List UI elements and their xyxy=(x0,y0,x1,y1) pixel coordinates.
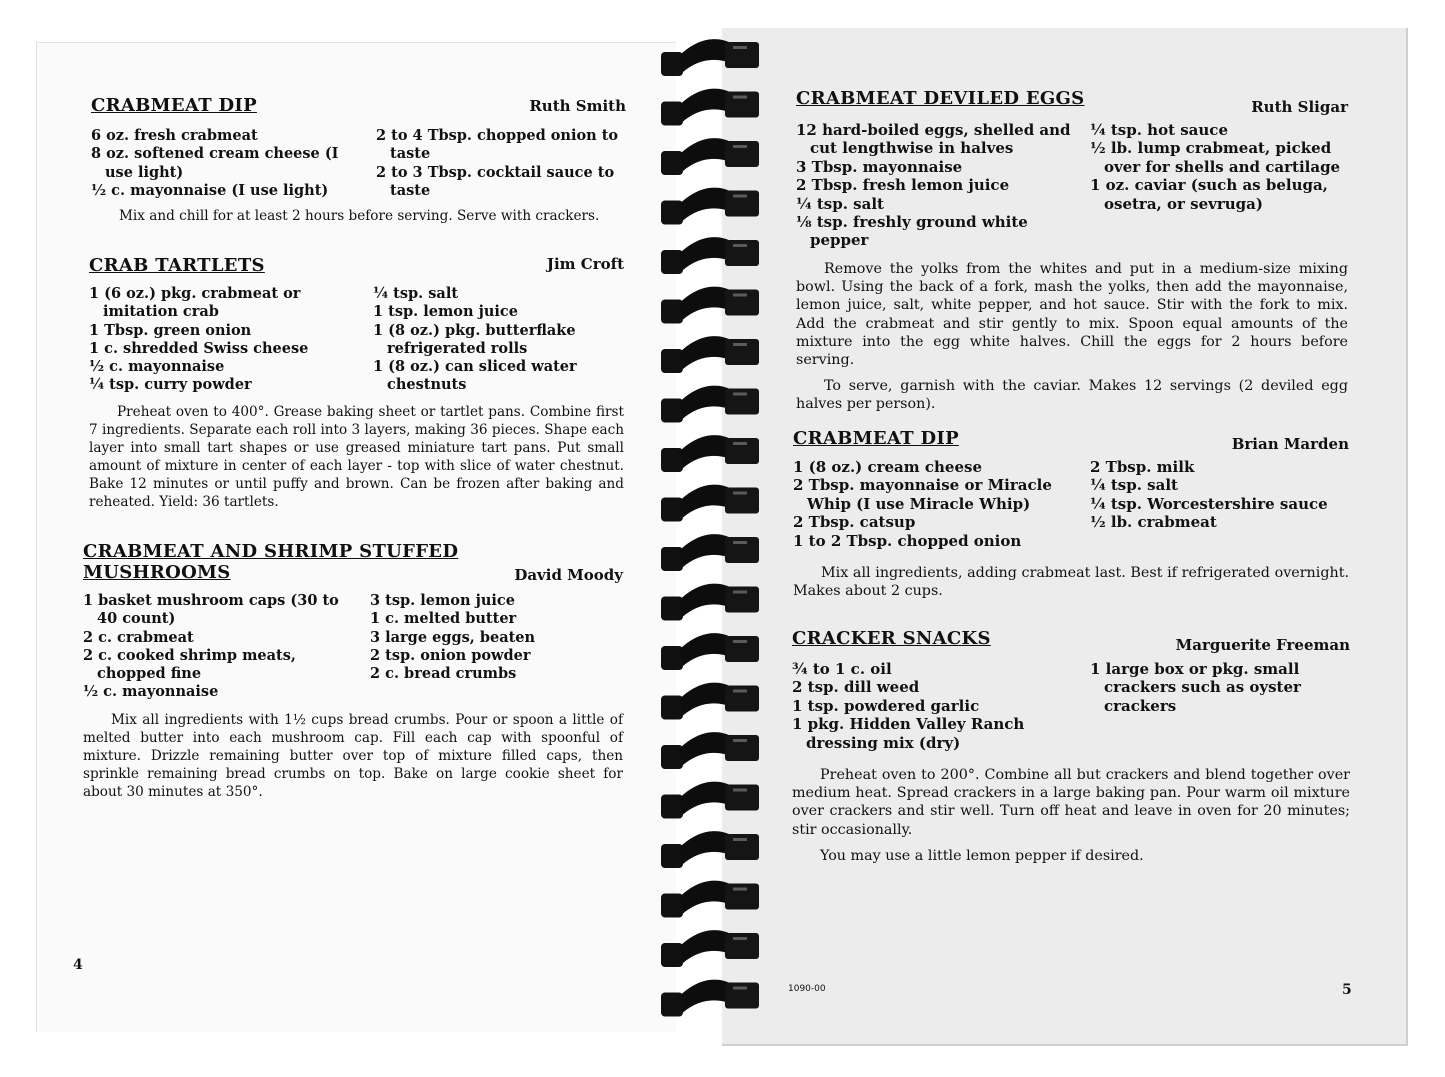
spiral-binding xyxy=(655,30,765,1040)
coil-highlight xyxy=(733,393,747,396)
instructions xyxy=(91,207,626,233)
coil-wire xyxy=(679,138,733,171)
ingredient: ¼ tsp. salt xyxy=(796,194,884,213)
ingredient: 2 tsp. dill weed xyxy=(792,678,920,697)
ingredient: ¼ tsp. salt xyxy=(1090,476,1178,495)
binding-coil xyxy=(661,138,759,175)
instructions xyxy=(796,260,1348,422)
instruction-paragraph: Preheat oven to 200°. Combine all but crackers and blend together over medium heat. Spread crackers in a large baking pan. Pour warm oil mixture over crackers and stir well. Turn off heat and leave in oven for 20 minutes; stir occasionally. xyxy=(792,767,1350,838)
coil-wire xyxy=(679,435,733,468)
coil-wire xyxy=(679,930,733,963)
coil-highlight xyxy=(733,789,747,792)
ingredients-left xyxy=(796,121,1076,250)
coil-wire xyxy=(679,188,733,221)
ingredient: 1 c. shredded Swiss cheese xyxy=(89,339,309,357)
binding-coil xyxy=(661,633,759,670)
coil-highlight xyxy=(733,937,747,940)
instruction-paragraph: Remove the yolks from the whites and put in a medium-size mixing bowl. Using the back of a fork, mash the yolks, then add the mayonnaise, lemon juice, salt, white pepper, and hot sauce. Stir with the fork to mix. Add the crabmeat and stir gently to mix. Spoon equal amounts of the mixture into the egg white halves. Chill the eggs for 2 hours before serving. xyxy=(796,261,1348,369)
binding-coil xyxy=(661,435,759,472)
recipe-title: CRAB TARTLETS xyxy=(89,255,265,276)
ingredients-left xyxy=(792,660,1082,752)
coil-wire xyxy=(679,287,733,320)
instruction-paragraph: Preheat oven to 400°. Grease baking sheet or tartlet pans. Combine first 7 ingredients. Separate each roll into 3 layers, making 36 pieces. Shape each layer into small tart shapes or use greased miniature tart pans. Put small amount of mixture in center of each layer - top with slice of water chestnut. Bake 12 minutes or until puffy and brown. Can be frozen after baking and reheated. Yield: 36 tartlets. xyxy=(89,404,624,510)
coil-highlight xyxy=(733,96,747,99)
ingredient: 3 tsp. lemon juice xyxy=(370,592,515,609)
ingredients-left xyxy=(793,458,1073,550)
recipe-title: CRABMEAT DEVILED EGGS xyxy=(796,88,1085,109)
ingredient: 1 (6 oz.) pkg. crabmeat or imitation crab xyxy=(89,285,301,321)
coil-right-loop xyxy=(725,389,759,415)
ingredient: 2 Tbsp. mayonnaise or Miracle Whip (I use Miracle Whip) xyxy=(793,476,1052,513)
ingredient: 2 c. cooked shrimp meats, chopped fine xyxy=(83,646,296,683)
binding-coil xyxy=(661,881,759,918)
recipe-author: Jim Croft xyxy=(546,255,624,273)
ingredients-right xyxy=(1090,458,1349,532)
instruction-paragraph: Mix all ingredients, adding crabmeat last. Best if refrigerated overnight. Makes about 2 cups. xyxy=(793,565,1349,600)
coil-highlight xyxy=(733,739,747,742)
recipe-title-line: CRABMEAT AND SHRIMP STUFFED xyxy=(83,541,459,562)
left-page xyxy=(36,42,676,1032)
ingredient: 2 Tbsp. milk xyxy=(1090,458,1195,476)
binding-coil xyxy=(661,683,759,720)
ingredient: 2 c. bread crumbs xyxy=(370,665,517,683)
ingredient: 1 (8 oz.) can sliced water chestnuts xyxy=(373,358,577,394)
coil-right-loop xyxy=(725,735,759,761)
coil-wire xyxy=(679,831,733,864)
coil-highlight xyxy=(733,492,747,495)
ingredient: 3 Tbsp. mayonnaise xyxy=(796,157,963,176)
ingredient: ½ c. mayonnaise xyxy=(83,683,219,701)
binding-coil xyxy=(661,39,759,76)
coil-highlight xyxy=(733,294,747,297)
ingredient: 1 basket mushroom caps (30 to 40 count) xyxy=(83,592,339,628)
ingredient: 12 hard-boiled eggs, shelled and cut lengthwise in halves xyxy=(796,121,1071,158)
instructions xyxy=(89,403,624,519)
binding-coil xyxy=(661,732,759,769)
ingredient: 1 tsp. powdered garlic xyxy=(792,696,980,715)
coil-right-loop xyxy=(725,884,759,910)
instruction-paragraph: To serve, garnish with the caviar. Makes 12 servings (2 deviled egg halves per person). xyxy=(796,378,1348,413)
binding-coil xyxy=(661,89,759,126)
coil-wire xyxy=(679,485,733,518)
coil-highlight xyxy=(733,838,747,841)
binding-coil xyxy=(661,237,759,274)
right-page xyxy=(722,28,1408,1046)
ingredients-right xyxy=(1090,660,1350,715)
recipe-title: CRABMEAT DIP xyxy=(793,428,959,449)
coil-right-loop xyxy=(725,488,759,514)
coil-highlight xyxy=(733,145,747,148)
coil-right-loop xyxy=(725,983,759,1009)
ingredient: ½ lb. lump crabmeat, picked over for shells and cartilage xyxy=(1090,139,1341,176)
ingredients-left xyxy=(91,127,381,200)
recipe-author: Marguerite Freeman xyxy=(1175,636,1350,654)
coil-right-loop xyxy=(725,92,759,118)
ingredient: 2 tsp. onion powder xyxy=(370,646,531,664)
coil-right-loop xyxy=(725,686,759,712)
ingredient: 8 oz. softened cream cheese (I use light) xyxy=(91,145,339,181)
coil-wire xyxy=(679,237,733,270)
recipe-author: David Moody xyxy=(514,566,623,584)
coil-right-loop xyxy=(725,933,759,959)
coil-right-loop xyxy=(725,191,759,217)
coil-wire xyxy=(679,39,733,72)
ingredient: ½ c. mayonnaise xyxy=(89,358,225,376)
recipe-cracker-snacks xyxy=(792,628,1350,878)
ingredient: 2 Tbsp. fresh lemon juice xyxy=(796,176,1010,195)
coil-highlight xyxy=(733,888,747,891)
binding-coil xyxy=(661,188,759,225)
recipe-title: CRABMEAT DIP xyxy=(91,95,257,116)
ingredient: ¾ to 1 c. oil xyxy=(792,660,892,678)
ingredient: ¼ tsp. hot sauce xyxy=(1090,121,1228,139)
coil-highlight xyxy=(733,195,747,198)
coil-right-loop xyxy=(725,537,759,563)
coil-highlight xyxy=(733,640,747,643)
ingredient: 1 (8 oz.) pkg. butterflake refrigerated rolls xyxy=(373,321,576,357)
binding-coil xyxy=(661,336,759,373)
coil-wire xyxy=(679,980,733,1013)
coil-highlight xyxy=(733,343,747,346)
coil-right-loop xyxy=(725,290,759,316)
ingredient: 1 pkg. Hidden Valley Ranch dressing mix (dry) xyxy=(792,715,1025,752)
ingredient: ½ c. mayonnaise (I use light) xyxy=(91,181,329,199)
ingredient: 6 oz. fresh crabmeat xyxy=(91,127,258,144)
ingredients-right xyxy=(1090,121,1348,213)
ingredient: ⅛ tsp. freshly ground white pepper xyxy=(796,213,1028,250)
recipe-crab-tartlets xyxy=(89,255,624,515)
coil-right-loop xyxy=(725,42,759,68)
ingredient: 1 tsp. lemon juice xyxy=(373,303,518,321)
coil-highlight xyxy=(733,987,747,990)
ingredients-right xyxy=(370,592,620,683)
ingredient: ½ lb. crabmeat xyxy=(1090,513,1217,532)
recipe-author: Ruth Smith xyxy=(529,97,626,115)
ingredient: 1 large box or pkg. small crackers such as oyster crackers xyxy=(1090,660,1301,715)
ingredient: 2 to 4 Tbsp. chopped onion to taste xyxy=(376,127,619,163)
instructions xyxy=(83,711,623,809)
coil-highlight xyxy=(733,541,747,544)
coil-wire xyxy=(679,534,733,567)
coil-right-loop xyxy=(725,785,759,811)
binding-coil xyxy=(661,782,759,819)
recipe-author: Brian Marden xyxy=(1231,435,1349,453)
ingredient: 1 c. melted butter xyxy=(370,610,517,628)
ingredient: 2 c. crabmeat xyxy=(83,628,194,646)
binding-coil xyxy=(661,287,759,324)
coil-wire xyxy=(679,386,733,419)
ingredient: 3 large eggs, beaten xyxy=(370,628,536,646)
coil-right-loop xyxy=(725,438,759,464)
recipe-author: Ruth Sligar xyxy=(1251,98,1348,116)
instruction-paragraph: You may use a little lemon pepper if desired. xyxy=(820,847,1144,864)
ingredient: 1 Tbsp. green onion xyxy=(89,321,252,339)
page-number: 4 xyxy=(73,957,83,973)
coil-right-loop xyxy=(725,240,759,266)
coil-highlight xyxy=(733,591,747,594)
catalog-code: 1090-00 xyxy=(788,984,826,994)
coil-wire xyxy=(679,336,733,369)
coil-wire xyxy=(679,782,733,815)
coil-wire xyxy=(679,683,733,716)
binding-coil xyxy=(661,534,759,571)
ingredients-right xyxy=(373,285,623,395)
ingredient: 2 Tbsp. catsup xyxy=(793,513,916,532)
coil-right-loop xyxy=(725,141,759,167)
binding-coil xyxy=(661,485,759,522)
ingredient: ¼ tsp. salt xyxy=(373,285,459,302)
binding-coil xyxy=(661,386,759,423)
page-number: 5 xyxy=(1342,982,1352,998)
instructions xyxy=(792,766,1350,873)
binding-coil xyxy=(661,584,759,621)
coil-wire xyxy=(679,732,733,765)
ingredients-right xyxy=(376,127,626,200)
binding-coil xyxy=(661,980,759,1017)
coil-highlight xyxy=(733,690,747,693)
ingredient: 1 oz. caviar (such as beluga, osetra, or sevruga) xyxy=(1090,176,1328,213)
instruction-paragraph: Mix all ingredients with 1½ cups bread crumbs. Pour or spoon a little of melted butter into each mushroom cap. Fill each cap with spoonful of mixture. Drizzle remaining butter over top of mixture filled caps, then sprinkle remaining bread crumbs on top. Bake on large cookie sheet for about 30 minutes at 350°. xyxy=(83,712,623,800)
recipe-crabmeat-dip-smith xyxy=(91,95,626,235)
coil-right-loop xyxy=(725,587,759,613)
recipe-crabmeat-shrimp-mushrooms xyxy=(83,541,623,811)
ingredients-left xyxy=(89,285,349,395)
coil-right-loop xyxy=(725,339,759,365)
recipe-title xyxy=(83,541,458,583)
binding-coil xyxy=(661,930,759,967)
recipe-crabmeat-dip-marden xyxy=(793,428,1349,608)
coil-wire xyxy=(679,89,733,122)
instruction-paragraph: Mix and chill for at least 2 hours before serving. Serve with crackers. xyxy=(119,208,600,224)
ingredients-left xyxy=(83,592,353,702)
instructions xyxy=(793,564,1349,608)
ingredient: ¼ tsp. curry powder xyxy=(89,376,252,394)
coil-wire xyxy=(679,881,733,914)
recipe-crabmeat-deviled-eggs xyxy=(796,88,1348,413)
coil-right-loop xyxy=(725,834,759,860)
coil-right-loop xyxy=(725,636,759,662)
ingredient: ¼ tsp. Worcestershire sauce xyxy=(1090,494,1328,513)
coil-wire xyxy=(679,584,733,617)
coil-highlight xyxy=(733,46,747,49)
recipe-title-line: MUSHROOMS xyxy=(83,562,231,583)
coil-wire xyxy=(679,633,733,666)
binding-coil xyxy=(661,831,759,868)
binding-coils xyxy=(661,39,759,1016)
ingredient: 1 (8 oz.) cream cheese xyxy=(793,458,982,476)
coil-highlight xyxy=(733,442,747,445)
coil-highlight xyxy=(733,244,747,247)
ingredient: 2 to 3 Tbsp. cocktail sauce to taste xyxy=(376,163,615,199)
ingredient: 1 to 2 Tbsp. chopped onion xyxy=(793,531,1022,550)
recipe-title: CRACKER SNACKS xyxy=(792,628,991,649)
